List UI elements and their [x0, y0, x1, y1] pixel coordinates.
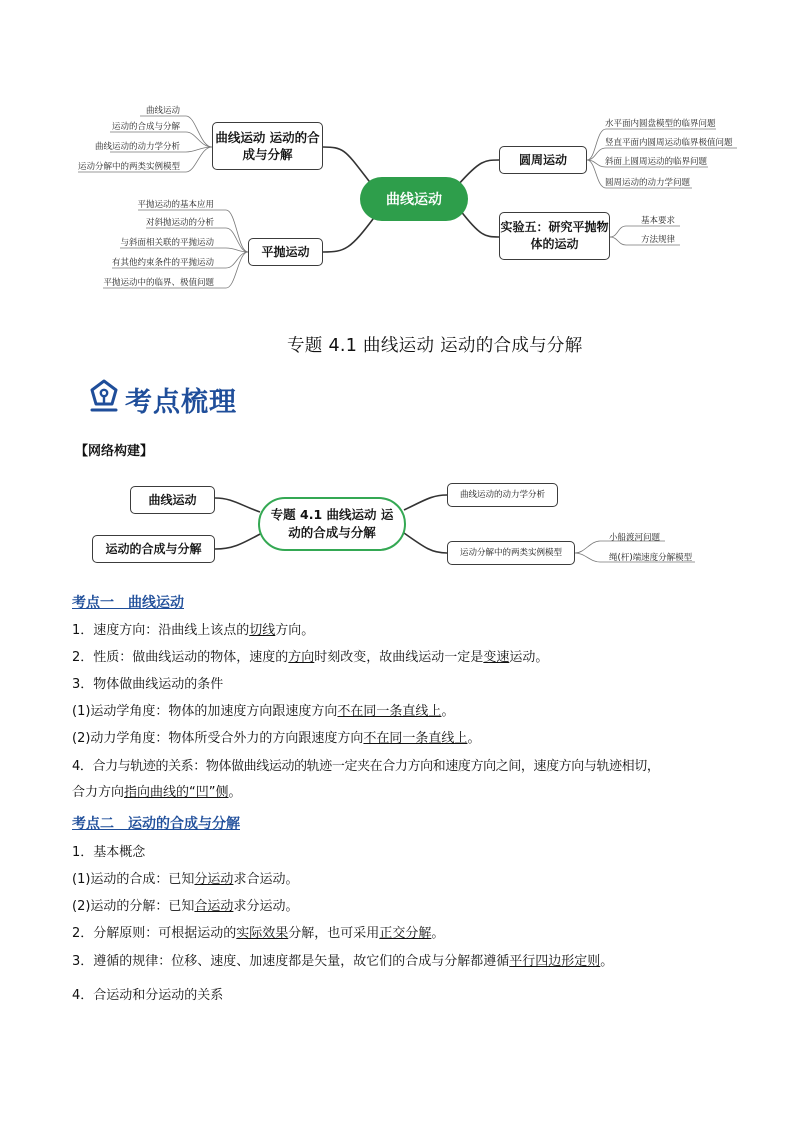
- text: 求分运动。: [233, 899, 299, 914]
- text: (1)运动学角度：物体的加速度方向跟速度方向: [72, 704, 338, 719]
- network-build-label: 【网络构建】: [75, 444, 154, 459]
- mindmap-leaf: 绳(杆)端速度分解模型: [609, 553, 693, 563]
- mindmap-leaf: 有其他约束条件的平抛运动: [111, 258, 214, 268]
- section-heading: 考点一 曲线运动: [72, 595, 184, 611]
- mindmap-leaf: 斜面上圆周运动的临界问题: [605, 157, 708, 167]
- mindmap-leaf: 小船渡河问题: [609, 533, 661, 543]
- text: 。: [431, 926, 445, 941]
- text-line: [72, 622, 314, 640]
- text: 2．性质：做曲线运动的物体，速度的: [72, 650, 289, 665]
- underlined-answer: 平行四边形定则: [509, 954, 601, 969]
- underlined-answer: 切线: [249, 623, 276, 638]
- text: 。: [467, 731, 481, 746]
- text: (1)运动的合成：已知: [72, 872, 195, 887]
- text: 运动。: [509, 650, 549, 665]
- mindmap-leaf: 与斜面相关联的平抛运动: [120, 238, 214, 248]
- text: 求合运动。: [233, 872, 299, 887]
- network-node-curved-motion: 曲线运动: [130, 486, 215, 514]
- mindmap-center-node: 曲线运动: [360, 177, 468, 221]
- text: (2)动力学角度：物体所受合外力的方向跟速度方向: [72, 731, 364, 746]
- underlined-answer: 实际效果: [236, 926, 289, 941]
- text-line: [72, 649, 548, 667]
- text-line: 3．物体做曲线运动的条件: [72, 677, 224, 692]
- text: 方向。: [275, 623, 315, 638]
- text: 1．速度方向：沿曲线上该点的: [72, 623, 250, 638]
- text-line: [72, 730, 480, 748]
- text-line: [72, 784, 242, 802]
- text: 分解，也可采用: [288, 926, 380, 941]
- network-node-models: 运动分解中的两类实例模型: [447, 541, 575, 565]
- underlined-answer: 变速: [483, 650, 510, 665]
- section-heading-key-points: 考点梳理: [125, 387, 237, 418]
- underlined-answer: 不在同一条直线上: [337, 704, 442, 719]
- text: 合力方向: [72, 785, 125, 800]
- mindmap-node-curved-motion: 曲线运动 运动的合成与分解: [212, 122, 323, 170]
- text-line: 4．合运动和分运动的关系: [72, 988, 224, 1003]
- text: 时刻改变，故曲线运动一定是: [314, 650, 484, 665]
- text-line: [72, 953, 613, 971]
- network-node-composition: 运动的合成与分解: [92, 535, 215, 563]
- text-line: [72, 703, 454, 721]
- underlined-answer: 指向曲线的“凹”侧: [124, 785, 229, 800]
- network-node-dynamics: 曲线运动的动力学分析: [447, 483, 558, 507]
- mindmap-leaf: 平抛运动的基本应用: [137, 200, 214, 210]
- underlined-answer: 正交分解: [379, 926, 432, 941]
- mindmap-leaf: 基本要求: [641, 216, 676, 226]
- mindmap-leaf: 平抛运动中的临界、极值问题: [103, 278, 214, 288]
- mindmap-leaf: 方法规律: [641, 235, 676, 245]
- text: (2)运动的分解：已知: [72, 899, 195, 914]
- section-heading: 考点二 运动的合成与分解: [72, 816, 240, 832]
- mindmap-leaf: 圆周运动的动力学问题: [605, 178, 691, 188]
- document-title: 专题 4.1 曲线运动 运动的合成与分解: [287, 336, 583, 356]
- mindmap-leaf: 竖直平面内圆周运动临界极值问题: [605, 138, 733, 148]
- mindmap-node-experiment: 实验五：研究平抛物体的运动: [499, 212, 610, 260]
- text-line: [72, 898, 298, 916]
- mindmap-node-circular: 圆周运动: [499, 146, 587, 174]
- underlined-answer: 合运动: [194, 899, 234, 914]
- text: 。: [600, 954, 614, 969]
- text: 2．分解原则：可根据运动的: [72, 926, 237, 941]
- underlined-answer: 分运动: [194, 872, 234, 887]
- underlined-answer: 不在同一条直线上: [363, 731, 468, 746]
- mindmap-node-projectile: 平抛运动: [248, 238, 323, 266]
- text-line: 4．合力与轨迹的关系：物体做曲线运动的轨迹一定夹在合力方向和速度方向之间，速度方向与轨迹相切，: [72, 759, 660, 774]
- mindmap-leaf: 水平面内圆盘模型的临界问题: [605, 119, 716, 129]
- mindmap-leaf: 对斜抛运动的分析: [145, 218, 214, 228]
- text: 3．遵循的规律：位移、速度、加速度都是矢量，故它们的合成与分解都遵循: [72, 954, 510, 969]
- mindmap-leaf: 运动分解中的两类实例模型: [77, 162, 180, 172]
- text-line: [72, 925, 444, 943]
- text-line: 1．基本概念: [72, 845, 146, 860]
- network-center-node: 专题 4.1 曲线运动 运动的合成与分解: [258, 497, 406, 551]
- mindmap-leaf: 曲线运动: [145, 106, 180, 116]
- text: 。: [228, 785, 242, 800]
- underlined-answer: 方向: [288, 650, 315, 665]
- mindmap-leaf: 运动的合成与分解: [111, 122, 180, 132]
- text: 。: [441, 704, 455, 719]
- mindmap-leaf: 曲线运动的动力学分析: [94, 142, 180, 152]
- text-line: [72, 871, 298, 889]
